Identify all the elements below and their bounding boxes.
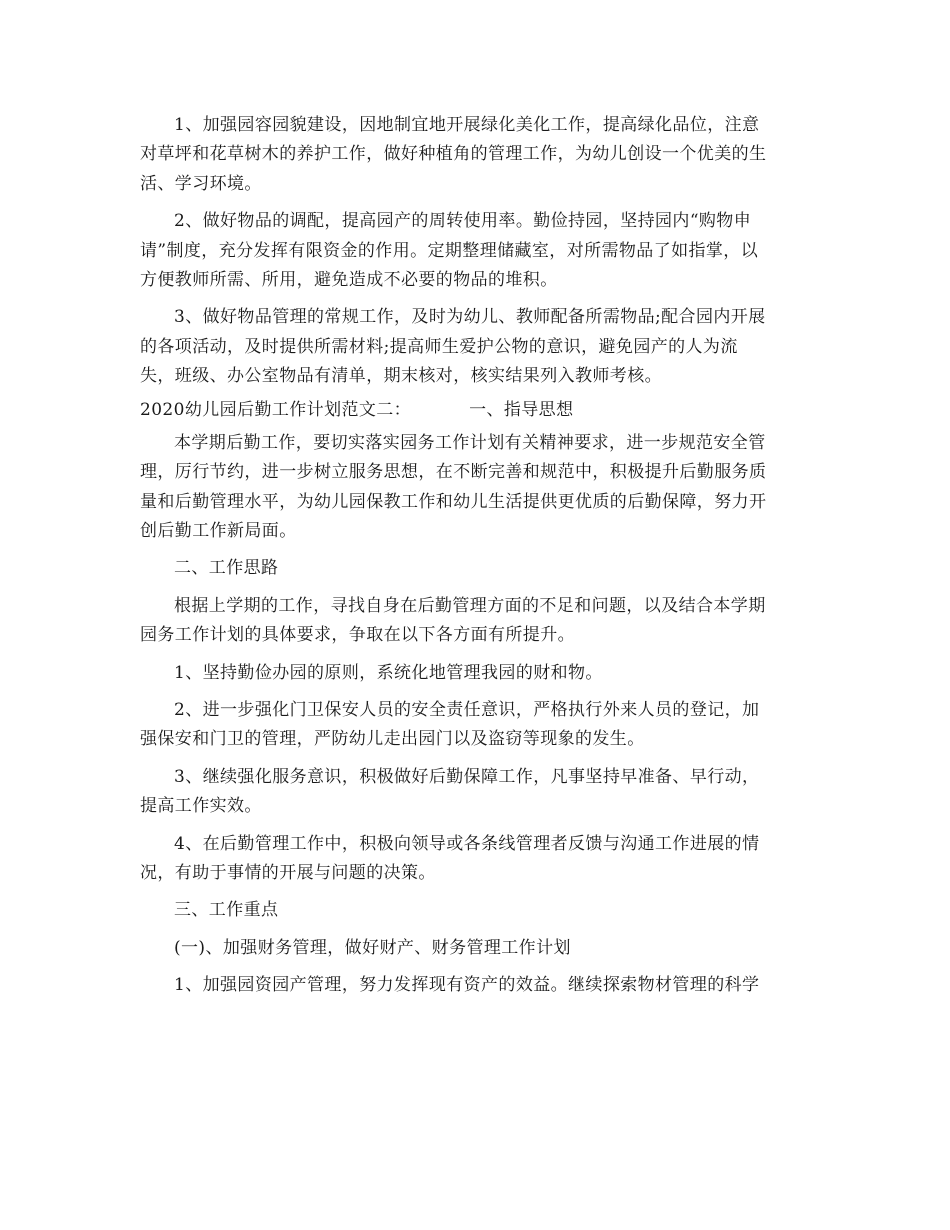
section-heading-1: 一、指导思想 — [469, 399, 574, 420]
text-line: 强保安和门卫的管理，严防幼儿走出园门以及盗窃等现象的发生。 — [140, 729, 645, 750]
text-line: 本学期后勤工作，要切实落实园务工作计划有关精神要求，进一步规范安全管 — [174, 432, 766, 453]
paragraph-9 — [140, 830, 810, 889]
section-heading-2: 二、工作思路 — [174, 558, 279, 579]
text-line: 请”制度，充分发挥有限资金的作用。定期整理储藏室，对所需物品了如指掌，以 — [140, 240, 759, 261]
paragraph-1 — [140, 111, 810, 199]
paragraph-4 — [140, 429, 810, 547]
subsection-heading: (一)、加强财务管理，做好财产、财务管理工作计划 — [174, 937, 571, 958]
text-line: 方便教师所需、所用，避免造成不必要的物品的堆积。 — [140, 269, 558, 290]
text-line: 2、进一步强化门卫保安人员的安全责任意识，严格执行外来人员的登记，加 — [174, 700, 760, 721]
paragraph-8 — [140, 763, 810, 822]
paragraph-10: 1、加强园资园产管理，努力发挥现有资产的效益。继续探索物材管理的科学 — [174, 975, 760, 996]
text-line: 创后勤工作新局面。 — [140, 521, 297, 542]
text-line: 对草坪和花草树木的养护工作，做好种植角的管理工作，为幼儿创设一个优美的生 — [140, 144, 767, 165]
text-line: 失，班级、办公室物品有清单，期末核对，核实结果列入教师考核。 — [140, 366, 662, 387]
text-line: 根据上学期的工作，寻找自身在后勤管理方面的不足和问题，以及结合本学期 — [174, 595, 766, 616]
text-line: 1、加强园容园貌建设，因地制宜地开展绿化美化工作，提高绿化品位，注意 — [174, 115, 760, 135]
text-line: 的各项活动，及时提供所需材料;提高师生爱护公物的意识，避免园产的人为流 — [140, 336, 738, 357]
section-heading-3: 三、工作重点 — [174, 900, 279, 921]
paragraph-5 — [140, 592, 810, 651]
document-page — [140, 111, 810, 1001]
text-line: 园务工作计划的具体要求，争取在以下各方面有所提升。 — [140, 625, 575, 646]
text-line: 活、学习环境。 — [140, 173, 262, 194]
text-line: 况，有助于事情的开展与问题的决策。 — [140, 862, 436, 883]
text-line: 4、在后勤管理工作中，积极向领导或各条线管理者反馈与沟通工作进展的情 — [174, 833, 760, 854]
paragraph-3 — [140, 303, 810, 391]
paragraph-6: 1、坚持勤俭办园的原则，系统化地管理我园的财和物。 — [174, 662, 603, 683]
text-line: 2、做好物品的调配，提高园产的周转使用率。勤俭持园，坚持园内“购物申 — [174, 211, 752, 232]
text-line: 理，厉行节约，进一步树立服务思想，在不断完善和规范中，积极提升后勤服务质 — [140, 462, 767, 483]
text-line: 3、继续强化服务意识，积极做好后勤保障工作，凡事坚持早准备、早行动， — [174, 766, 760, 787]
text-line: 3、做好物品管理的常规工作，及时为幼儿、教师配备所需物品;配合园内开展 — [174, 307, 766, 328]
text-line: 量和后勤管理水平，为幼儿园保教工作和幼儿生活提供更优质的后勤保障，努力开 — [140, 491, 767, 512]
document-title: 2020幼儿园后勤工作计划范文二： — [140, 399, 412, 420]
paragraph-7 — [140, 696, 810, 755]
document-title-line — [140, 396, 810, 425]
text-line: 提高工作实效。 — [140, 796, 262, 817]
paragraph-2 — [140, 207, 810, 295]
